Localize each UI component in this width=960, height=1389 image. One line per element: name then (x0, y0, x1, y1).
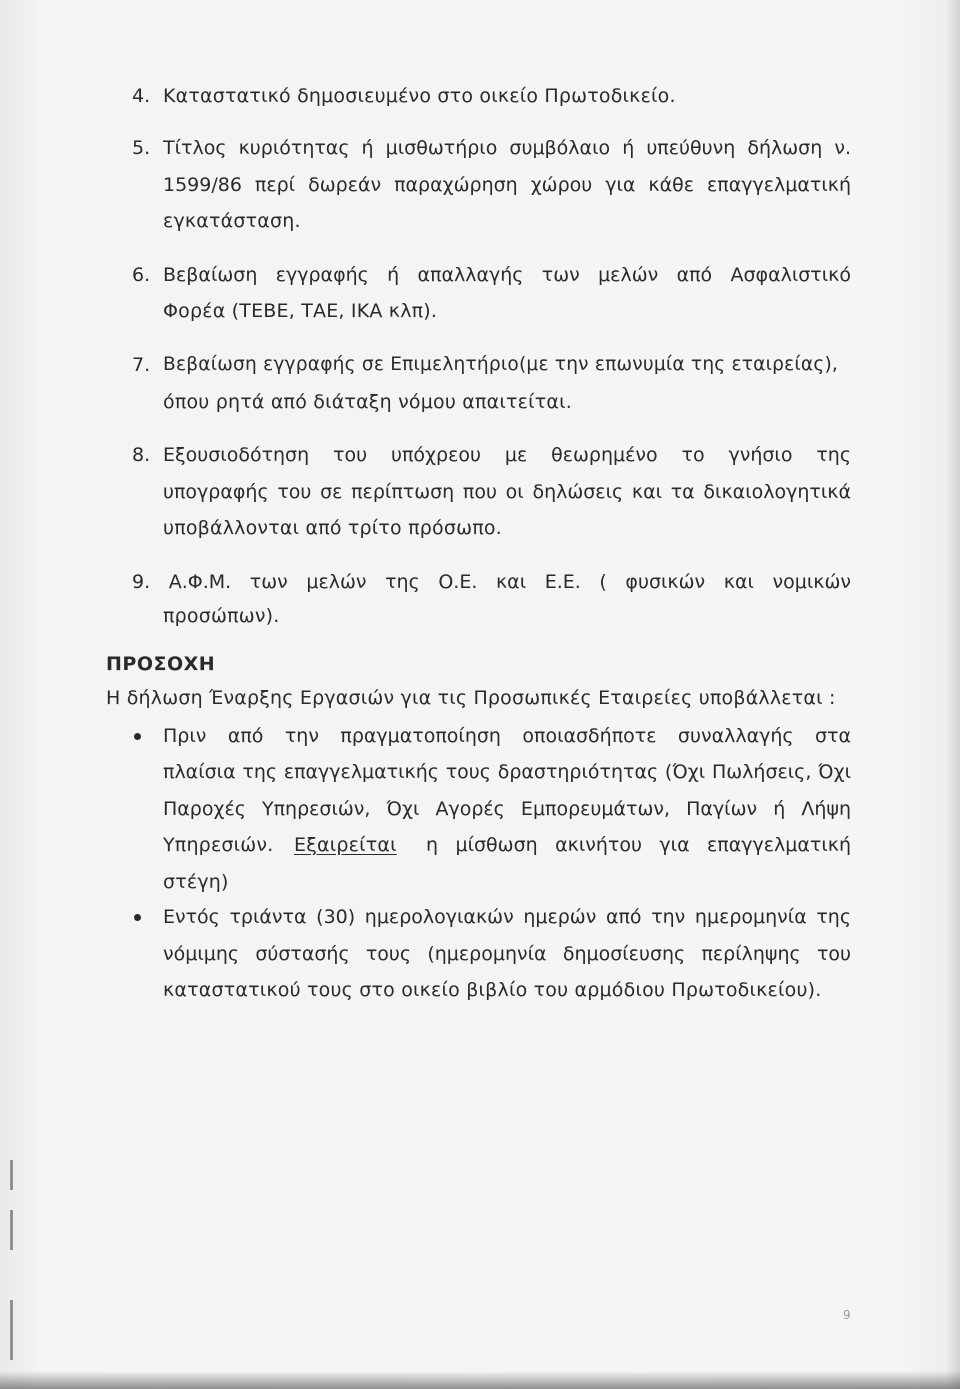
bullet-1-underlined-word: Εξαιρείται (294, 834, 397, 856)
scan-edge-mark (10, 1160, 13, 1190)
page-edge-shadow-right (946, 0, 960, 1389)
page-edge-shadow-bottom (0, 1371, 960, 1389)
item-6-line-2: Φορέα (ΤΕΒΕ, ΤΑΕ, ΙΚΑ κλπ). (163, 300, 438, 322)
item-7-line-1: Βεβαίωση εγγραφής σε Επιμελητήριο(με την επωνυμία της εταιρείας), (163, 354, 839, 375)
scan-edge-mark (10, 1300, 13, 1360)
bullet-1-line-5: στέγη) (163, 871, 229, 893)
bullet-1-line-2: πλαίσια της επαγγελματικής τους δραστηριότητας (Όχι Πωλήσεις, Όχι (163, 761, 851, 783)
item-5-line-2: 1599/86 περί δωρεάν παραχώρηση χώρου για κάθε επαγγελματική (163, 174, 851, 196)
item-8-line-3: υποβάλλονται από τρίτο πρόσωπο. (163, 517, 502, 539)
item-5-number: 5. (132, 137, 151, 159)
item-5-line-1: Τίτλος κυριότητας ή μισθωτήριο συμβόλαιο ή υπεύθυνη δήλωση ν. (163, 137, 851, 159)
notice-heading: ΠΡΟΣΟΧΗ (106, 653, 216, 675)
item-8-number: 8. (132, 444, 151, 466)
bullet-2-line-1: Εντός τριάντα (30) ημερολογιακών ημερών από την ημερομηνία της (163, 906, 851, 928)
item-9-line-1: 9. Α.Φ.Μ. των μελών της Ο.Ε. και Ε.Ε. ( φυσικών και νομικών (132, 571, 851, 593)
item-4-number: 4. (132, 85, 151, 107)
scan-edge-mark (10, 1210, 13, 1250)
bullet-1-dot (134, 733, 141, 740)
bullet-2-line-2: νόμιμης σύστασής τους (ημερομηνία δημοσίευσης περίληψης του (163, 943, 851, 965)
bullet-2-line-3: καταστατικού τους στο οικείο βιβλίο του αρμόδιου Πρωτοδικείου). (163, 979, 822, 1001)
bullet-1-line-4-end: η μίσθωση ακινήτου για επαγγελματική (426, 834, 851, 856)
item-8-line-1: Εξουσιοδότηση του υπόχρεου με θεωρημένο το γνήσιο της (163, 444, 851, 466)
bullet-1-line-4-start: Υπηρεσιών. (163, 834, 274, 856)
item-6-number: 6. (132, 264, 151, 286)
bullet-1-line-1: Πριν από την πραγματοποίηση οποιασδήποτε συναλλαγής στα (163, 725, 851, 747)
bullet-1-line-3: Παροχές Υπηρεσιών, Όχι Αγορές Εμπορευμάτων, Παγίων ή Λήψη (163, 798, 851, 820)
item-9-line-2: προσώπων). (163, 605, 280, 627)
page-number: 9 (843, 1308, 851, 1322)
item-6-line-1: Βεβαίωση εγγραφής ή απαλλαγής των μελών από Ασφαλιστικό (163, 264, 851, 286)
item-8-line-2: υπογραφής του σε περίπτωση που οι δηλώσεις και τα δικαιολογητικά (163, 481, 851, 503)
item-5-line-3: εγκατάσταση. (163, 210, 301, 232)
notice-intro: Η δήλωση Έναρξης Εργασιών για τις Προσωπικές Εταιρείες υποβάλλεται : (106, 687, 836, 709)
bullet-2-dot (134, 914, 141, 921)
item-4-text: Καταστατικό δημοσιευμένο στο οικείο Πρωτοδικείο. (163, 85, 676, 107)
item-7-line-2: όπου ρητά από διάταξη νόμου απαιτείται. (163, 391, 572, 413)
item-7-number: 7. (132, 354, 151, 376)
